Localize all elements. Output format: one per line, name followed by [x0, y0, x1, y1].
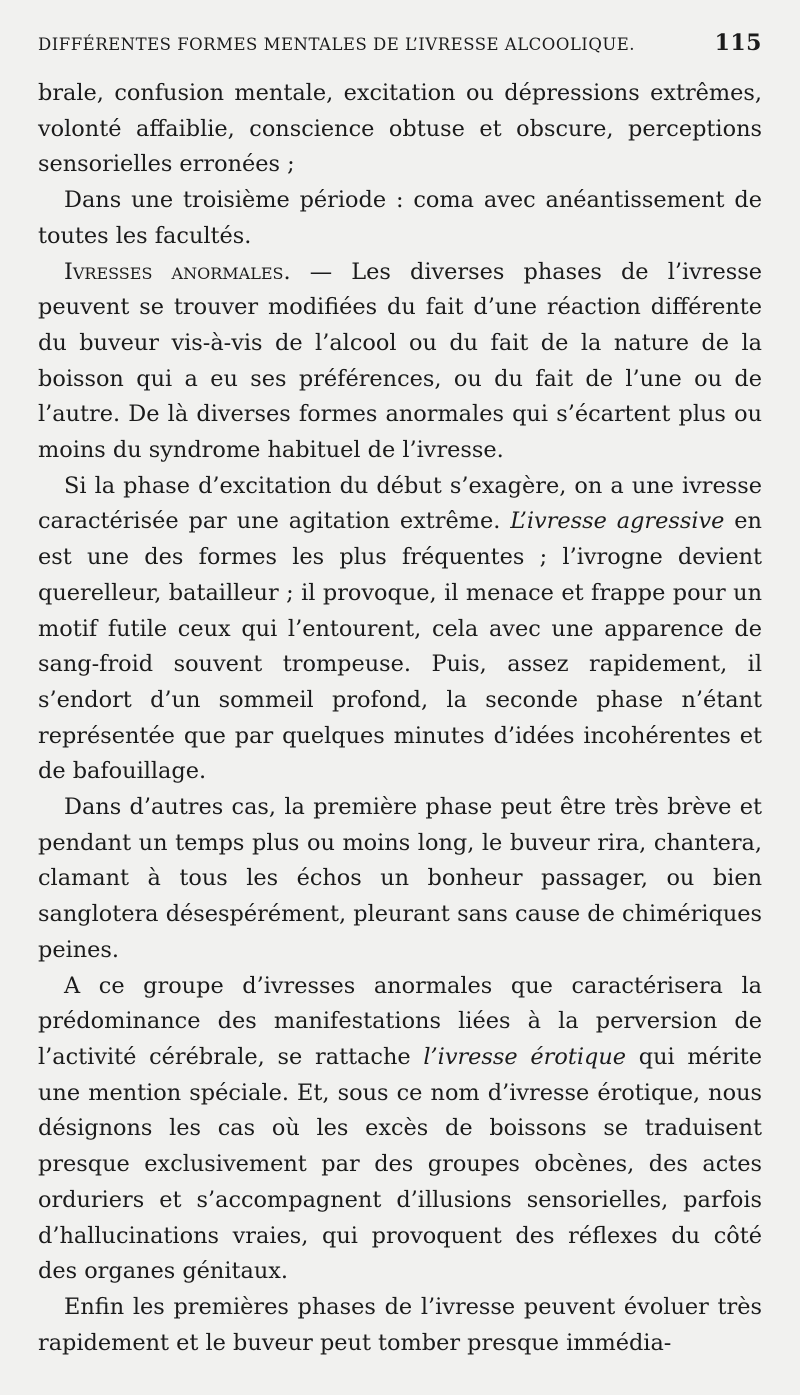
paragraph-3 [38, 255, 762, 469]
term-ivresse-agressive: L’ivresse agressive [510, 508, 725, 535]
paragraph-4-start: Si la phase d’excitation du début s’exagère, on a une ivresse caractérisée par une agitation extrême. [38, 472, 762, 535]
page-body [38, 76, 762, 1361]
paragraph-4-end: en est une des formes les plus fréquentes ; l’ivrogne devient querelleur, batailleur ; il provoque, il menace et frappe pour un motif futile ceux qui l’entourent, cela avec une apparence de sang-froid souvent trompeuse. Puis, assez rapidement, il s’endort d’un sommeil profond, la seconde phase n’étant représentée que par quelques minutes d’idées incohérentes et de bafouillage. [38, 508, 762, 785]
page-number: 115 [714, 30, 762, 56]
paragraph-6-end: qui mérite une mention spéciale. Et, sous ce nom d’ivresse érotique, nous désignons les cas où les excès de boissons se traduisent presque exclusivement par des groupes obcènes, des actes orduriers et s’accompagnent d’illusions sensorielles, parfois d’hallucinations vraies, qui provoquent des réflexes du côté des organes génitaux. [38, 1043, 762, 1285]
paragraph-6-start: A ce groupe d’ivresses anormales que caractérisera la prédominance des manifestations liées à la perversion de l’activité cérébrale, se rattache [38, 972, 762, 1070]
paragraph-2: Dans une troisième période : coma avec anéantissement de toutes les facultés. [38, 187, 762, 249]
paragraph-6 [38, 969, 762, 1290]
paragraph-7: Enfin les premières phases de l’ivresse peuvent évoluer très rapidement et le buveur peut tomber presque immédia- [38, 1293, 762, 1356]
term-ivresse-erotique: l’ivresse érotique [423, 1043, 626, 1070]
paragraph-1: brale, confusion mentale, excitation ou dépressions extrêmes, volonté affaiblie, conscience obtuse et obscure, perceptions sensorielles erronées ; [38, 80, 762, 178]
paragraph-5: Dans d’autres cas, la première phase peut être très brève et pendant un temps plus ou moins long, le buveur rira, chantera, clamant à tous les échos un bonheur passager, ou bien sanglotera désespérément, pleurant sans cause de chimériques peines. [38, 794, 762, 963]
section-heading: Ivresses anormales. [64, 258, 291, 285]
running-title: DIFFÉRENTES FORMES MENTALES DE L’IVRESSE ALCOOLIQUE. [38, 35, 636, 54]
paragraph-3-text: — Les diverses phases de l’ivresse peuvent se trouver modifiées du fait d’une réaction différente du buveur vis-à-vis de l’alcool ou du fait de la nature de la boisson qui a eu ses préférences, ou du fait de l’une ou de l’autre. De là diverses formes anormales qui s’écartent plus ou moins du syndrome habituel de l’ivresse. [38, 258, 762, 464]
paragraph-4 [38, 469, 762, 790]
running-head [38, 30, 762, 70]
